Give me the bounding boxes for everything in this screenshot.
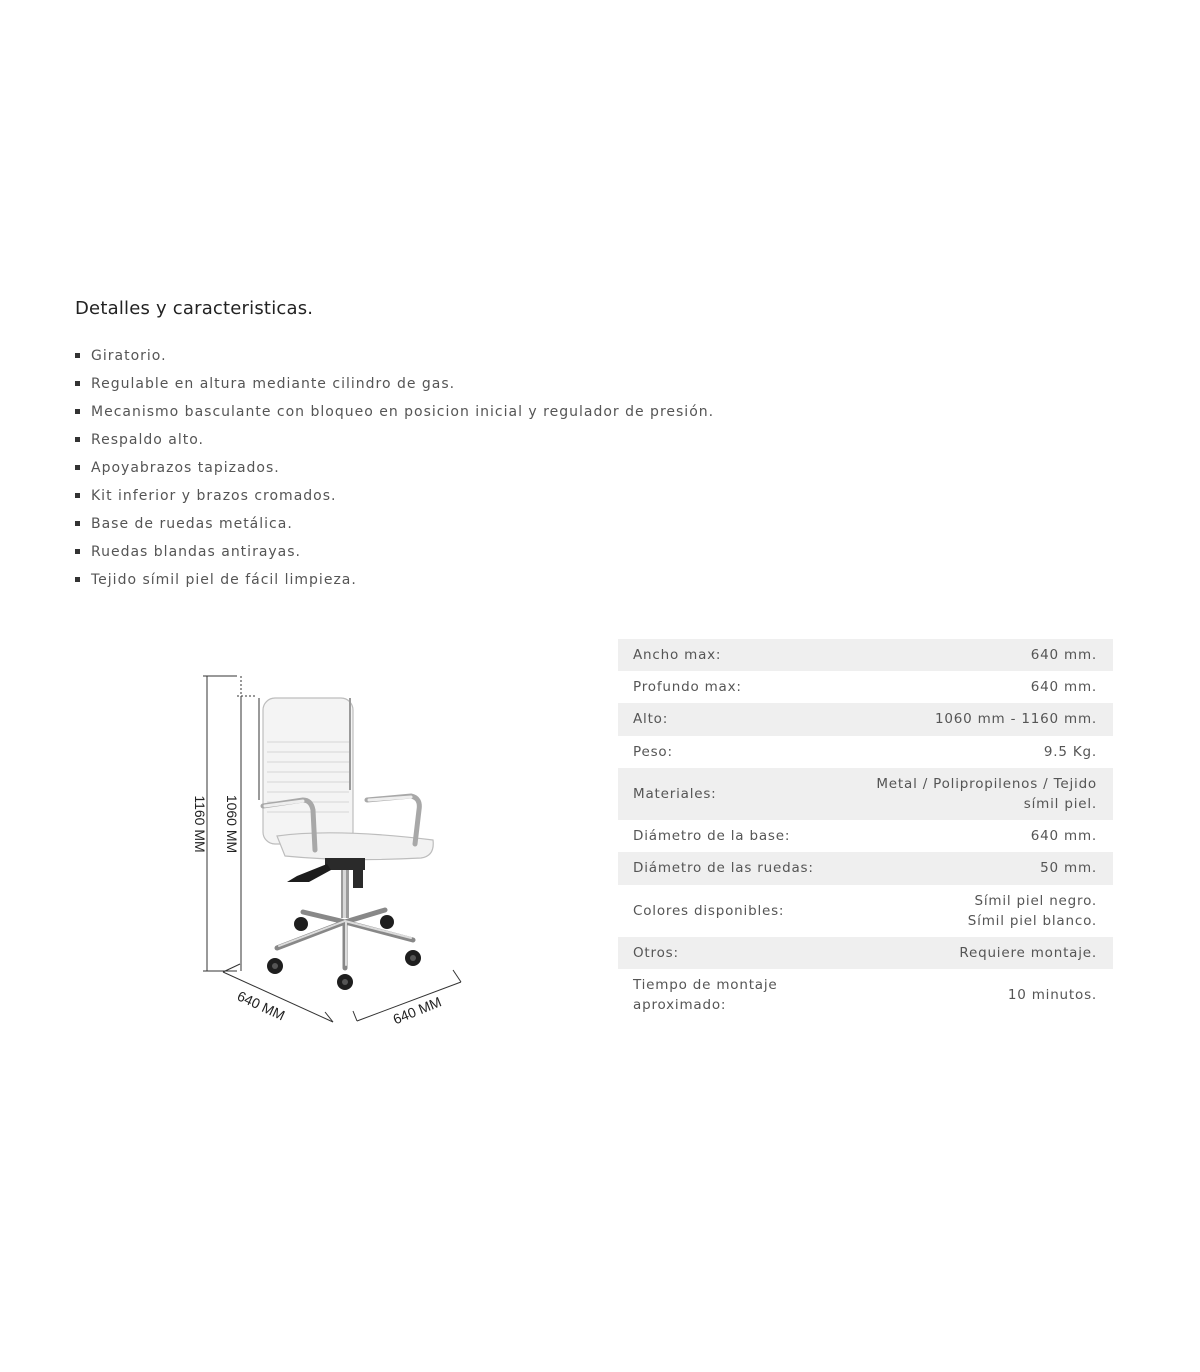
spec-label: Alto: bbox=[618, 703, 844, 736]
spec-value: Requiere montaje. bbox=[844, 937, 1113, 969]
chair-dimension-diagram bbox=[185, 660, 475, 1030]
spec-label: Ancho max: bbox=[618, 639, 844, 671]
spec-row bbox=[618, 671, 1113, 703]
features-list bbox=[75, 342, 714, 594]
spec-label: Tiempo de montaje aproximado: bbox=[618, 969, 844, 1021]
bullet-icon bbox=[75, 381, 80, 386]
spec-row bbox=[618, 639, 1113, 671]
feature-item: Giratorio. bbox=[75, 342, 714, 370]
feature-item: Tejido símil piel de fácil limpieza. bbox=[75, 566, 714, 594]
bullet-icon bbox=[75, 465, 80, 470]
spec-label: Peso: bbox=[618, 736, 844, 768]
bullet-icon bbox=[75, 493, 80, 498]
chair-illustration bbox=[259, 698, 433, 990]
spec-row bbox=[618, 937, 1113, 969]
spec-row bbox=[618, 736, 1113, 768]
spec-label: Materiales: bbox=[618, 768, 844, 820]
spec-row bbox=[618, 703, 1113, 736]
spec-value: 1060 mm - 1160 mm. bbox=[844, 703, 1113, 736]
spec-label: Diámetro de la base: bbox=[618, 820, 844, 852]
spec-value: Símil piel negro. Símil piel blanco. bbox=[844, 885, 1113, 937]
spec-row bbox=[618, 820, 1113, 852]
depth-label: 640 MM bbox=[390, 993, 444, 1028]
height-total-label: 1160 MM bbox=[192, 795, 208, 853]
bullet-icon bbox=[75, 577, 80, 582]
width-label: 640 MM bbox=[234, 987, 288, 1024]
spec-label: Profundo max: bbox=[618, 671, 844, 703]
spec-value: 640 mm. bbox=[844, 639, 1113, 671]
spec-value: 9.5 Kg. bbox=[844, 736, 1113, 768]
spec-label: Colores disponibles: bbox=[618, 885, 844, 937]
section-title: Detalles y caracteristicas. bbox=[75, 298, 314, 319]
height-seat-label: 1060 MM bbox=[224, 794, 240, 854]
spec-value: Metal / Polipropilenos / Tejido símil piel. bbox=[844, 768, 1113, 820]
spec-value: 10 minutos. bbox=[844, 969, 1113, 1021]
spec-row bbox=[618, 885, 1113, 937]
spec-row bbox=[618, 768, 1113, 820]
spec-value: 640 mm. bbox=[844, 820, 1113, 852]
feature-item: Kit inferior y brazos cromados. bbox=[75, 482, 714, 510]
feature-item: Respaldo alto. bbox=[75, 426, 714, 454]
specs-table bbox=[618, 639, 1113, 1021]
bullet-icon bbox=[75, 353, 80, 358]
feature-item: Ruedas blandas antirayas. bbox=[75, 538, 714, 566]
feature-item: Mecanismo basculante con bloqueo en posicion inicial y regulador de presión. bbox=[75, 398, 714, 426]
bullet-icon bbox=[75, 437, 80, 442]
bullet-icon bbox=[75, 549, 80, 554]
spec-label: Diámetro de las ruedas: bbox=[618, 852, 844, 885]
spec-value: 50 mm. bbox=[844, 852, 1113, 885]
bullet-icon bbox=[75, 521, 80, 526]
feature-item: Regulable en altura mediante cilindro de gas. bbox=[75, 370, 714, 398]
spec-value: 640 mm. bbox=[844, 671, 1113, 703]
spec-label: Otros: bbox=[618, 937, 844, 969]
bullet-icon bbox=[75, 409, 80, 414]
feature-item: Apoyabrazos tapizados. bbox=[75, 454, 714, 482]
spec-row bbox=[618, 969, 1113, 1021]
spec-row bbox=[618, 852, 1113, 885]
feature-item: Base de ruedas metálica. bbox=[75, 510, 714, 538]
